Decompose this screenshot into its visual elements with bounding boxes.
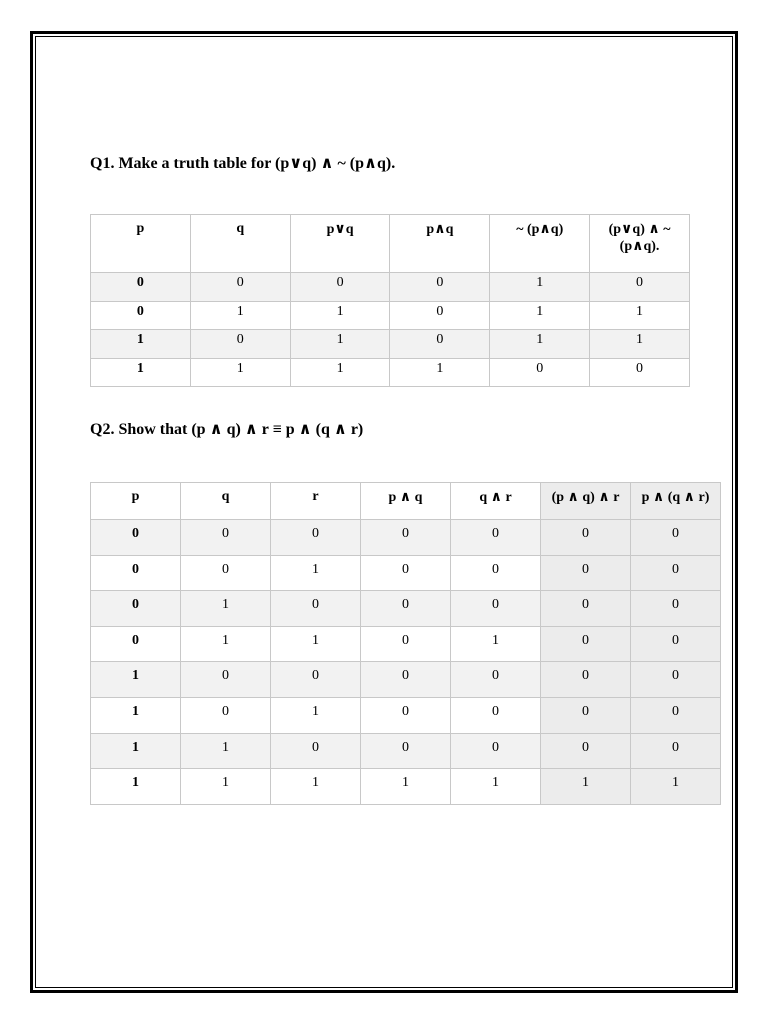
table-cell: 0 (181, 520, 271, 556)
table-cell: 0 (631, 555, 721, 591)
table-cell: 0 (490, 358, 590, 387)
column-header-p: p (91, 215, 191, 273)
table-cell: 1 (271, 769, 361, 805)
table-cell: 1 (541, 769, 631, 805)
table-cell: 0 (390, 330, 490, 359)
table-row (91, 769, 721, 805)
table-cell: 0 (91, 273, 191, 302)
table-cell: 0 (541, 697, 631, 733)
table-cell: 1 (190, 358, 290, 387)
column-header-not-p-and-q: ~ (p∧q) (490, 215, 590, 273)
truth-table-q2 (90, 482, 721, 805)
table-cell: 0 (451, 733, 541, 769)
table-cell: 0 (290, 273, 390, 302)
table-row (91, 626, 721, 662)
table-cell: 1 (490, 273, 590, 302)
table-cell: 0 (271, 520, 361, 556)
table-cell: 0 (590, 358, 690, 387)
table-cell: 0 (451, 520, 541, 556)
table-cell: 0 (361, 520, 451, 556)
table-cell: 0 (190, 273, 290, 302)
table-cell: 0 (541, 626, 631, 662)
table-cell: 0 (541, 520, 631, 556)
table-cell: 1 (91, 769, 181, 805)
column-header-pq-and-r: (p ∧ q) ∧ r (541, 483, 631, 520)
table-cell: 0 (91, 555, 181, 591)
table-cell: 1 (390, 358, 490, 387)
table-cell: 0 (631, 626, 721, 662)
table-header-row (91, 483, 721, 520)
table-cell: 1 (91, 330, 191, 359)
table-cell: 0 (271, 591, 361, 627)
table-cell: 1 (181, 591, 271, 627)
column-header-p-or-q: p∨q (290, 215, 390, 273)
table-cell: 0 (631, 591, 721, 627)
table-cell: 1 (91, 733, 181, 769)
column-header-q: q (190, 215, 290, 273)
table-cell: 0 (271, 733, 361, 769)
table-row (91, 662, 721, 698)
table-cell: 0 (361, 733, 451, 769)
table-cell: 0 (631, 520, 721, 556)
column-header-p-and-qr: p ∧ (q ∧ r) (631, 483, 721, 520)
table-cell: 1 (181, 733, 271, 769)
column-header-q: q (181, 483, 271, 520)
question-1-title: Q1. Make a truth table for (p∨q) ∧ ~ (p∧q). (90, 155, 396, 172)
table-cell: 0 (361, 555, 451, 591)
table-cell: 0 (631, 733, 721, 769)
table-cell: 0 (271, 662, 361, 698)
table-cell: 0 (541, 733, 631, 769)
column-header-p: p (91, 483, 181, 520)
table-cell: 1 (271, 626, 361, 662)
table-cell: 0 (451, 697, 541, 733)
table-cell: 1 (490, 330, 590, 359)
table-cell: 0 (541, 662, 631, 698)
table-cell: 0 (541, 555, 631, 591)
table-cell: 0 (451, 555, 541, 591)
table-cell: 0 (181, 697, 271, 733)
table-row (91, 591, 721, 627)
table-cell: 1 (181, 626, 271, 662)
table-row (91, 733, 721, 769)
table-cell: 1 (290, 301, 390, 330)
column-header-r: r (271, 483, 361, 520)
table-cell: 0 (91, 520, 181, 556)
table-row (91, 520, 721, 556)
table-cell: 0 (361, 662, 451, 698)
column-header-xor-expression: (p∨q) ∧ ~ (p∧q). (590, 215, 690, 273)
table-row (91, 358, 690, 387)
question-2-title: Q2. Show that (p ∧ q) ∧ r ≡ p ∧ (q ∧ r) (90, 421, 364, 438)
table-cell: 0 (451, 591, 541, 627)
table-cell: 0 (91, 591, 181, 627)
table-cell: 1 (271, 697, 361, 733)
table-cell: 1 (290, 358, 390, 387)
column-header-q-and-r: q ∧ r (451, 483, 541, 520)
table-cell: 1 (590, 330, 690, 359)
table-cell: 0 (390, 273, 490, 302)
table-cell: 0 (181, 662, 271, 698)
table-cell: 0 (541, 591, 631, 627)
table-cell: 1 (181, 769, 271, 805)
table-row (91, 697, 721, 733)
table-cell: 0 (181, 555, 271, 591)
table-cell: 0 (361, 697, 451, 733)
table-cell: 1 (91, 358, 191, 387)
table-cell: 1 (590, 301, 690, 330)
table-cell: 1 (361, 769, 451, 805)
table-cell: 0 (390, 301, 490, 330)
table-cell: 1 (271, 555, 361, 591)
table-cell: 0 (190, 330, 290, 359)
table-cell: 0 (631, 697, 721, 733)
table-cell: 1 (91, 662, 181, 698)
table-cell: 1 (290, 330, 390, 359)
table-cell: 0 (91, 626, 181, 662)
table-header-row (91, 215, 690, 273)
truth-table-q1 (90, 214, 690, 387)
table-cell: 0 (631, 662, 721, 698)
table-cell: 0 (590, 273, 690, 302)
table-cell: 0 (91, 301, 191, 330)
table-cell: 1 (190, 301, 290, 330)
table-cell: 0 (361, 591, 451, 627)
table-cell: 1 (490, 301, 590, 330)
column-header-p-and-q: p∧q (390, 215, 490, 273)
column-header-p-and-q: p ∧ q (361, 483, 451, 520)
table-cell: 0 (451, 662, 541, 698)
table-cell: 0 (361, 626, 451, 662)
table-cell: 1 (451, 626, 541, 662)
table-cell: 1 (451, 769, 541, 805)
table-row (91, 273, 690, 302)
table-cell: 1 (631, 769, 721, 805)
table-row (91, 330, 690, 359)
table-row (91, 301, 690, 330)
table-cell: 1 (91, 697, 181, 733)
table-row (91, 555, 721, 591)
